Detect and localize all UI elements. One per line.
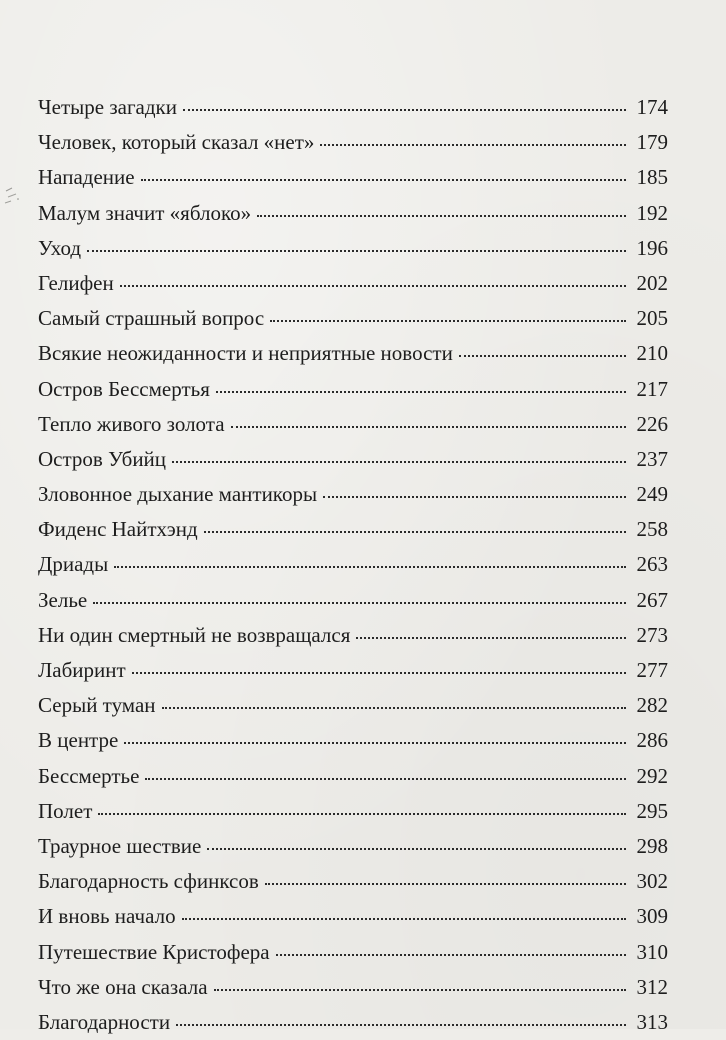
toc-entry	[38, 653, 668, 688]
dot-leader	[204, 529, 626, 533]
dot-leader	[162, 705, 626, 709]
toc-entry-page-number: 292	[636, 763, 668, 788]
toc-entry-page-number: 313	[636, 1009, 668, 1034]
toc-entry-title: Самый страшный вопрос	[38, 306, 265, 331]
toc-entry-title: Фиденс Найтхэнд	[38, 517, 198, 542]
toc-entry	[38, 90, 668, 125]
toc-entry	[38, 512, 668, 547]
toc-entry-page-number: 237	[636, 446, 668, 471]
toc-entry-page-number: 309	[636, 904, 668, 929]
toc-entry	[38, 547, 668, 582]
toc-entry-page-number: 267	[636, 587, 668, 612]
toc-entry-page-number: 277	[636, 658, 668, 682]
dot-leader	[323, 494, 626, 498]
toc-entry-page-number: 282	[636, 693, 668, 718]
dot-leader	[257, 213, 626, 217]
toc-entry-title: Остров Бессмертья	[38, 376, 210, 401]
dot-leader	[231, 424, 626, 428]
toc-entry-page-number: 310	[636, 939, 668, 964]
toc-entry	[38, 231, 668, 266]
toc-entry-title: Всякие неожиданности и неприятные новости	[38, 341, 453, 366]
table-of-contents	[38, 90, 668, 1040]
dot-leader	[216, 389, 626, 393]
toc-entry-title: Зелье	[38, 587, 88, 612]
toc-entry-title: В центре	[38, 728, 119, 753]
dot-leader	[132, 670, 626, 674]
toc-entry	[38, 759, 668, 794]
toc-entry-page-number: 302	[636, 869, 668, 894]
dot-leader	[114, 564, 626, 568]
toc-entry-title: Благодарность сфинксов	[38, 869, 259, 894]
toc-entry-page-number: 298	[636, 833, 668, 858]
toc-entry-title: Что же она сказала	[38, 974, 208, 999]
toc-entry	[38, 794, 668, 829]
toc-entry	[38, 583, 668, 618]
dot-leader	[356, 635, 626, 639]
toc-entry-title: Нападение	[38, 165, 135, 190]
dot-leader	[120, 283, 626, 287]
toc-entry-title: Малум значит «яблоко»	[38, 200, 252, 225]
dot-leader	[124, 740, 626, 744]
dot-leader	[182, 916, 626, 920]
dot-leader	[98, 811, 626, 815]
toc-entry-page-number: 273	[636, 622, 668, 647]
toc-entry-title: Полет	[38, 798, 93, 823]
toc-entry-title: Бессмертье	[38, 763, 140, 788]
toc-entry-page-number: 226	[636, 411, 668, 436]
toc-entry	[38, 336, 668, 371]
toc-entry-title: Ни один смертный не возвращался	[38, 622, 351, 647]
toc-entry-title: Траурное шествие	[38, 833, 202, 858]
paper-speck-marks	[4, 185, 28, 215]
toc-entry	[38, 196, 668, 231]
toc-entry	[38, 301, 668, 336]
toc-entry-page-number: 202	[636, 270, 668, 295]
toc-entry-page-number: 286	[636, 728, 668, 753]
toc-entry-title: Тепло живого золота	[38, 411, 225, 436]
toc-entry	[38, 372, 668, 407]
toc-entry	[38, 899, 668, 934]
toc-entry-page-number: 295	[636, 798, 668, 823]
dot-leader	[93, 600, 626, 604]
dot-leader	[183, 107, 626, 111]
toc-entry-title: Дриады	[38, 552, 109, 577]
toc-entry	[38, 688, 668, 723]
toc-entry-title: Путешествие Кристофера	[38, 939, 270, 964]
toc-entry-page-number: 174	[636, 95, 668, 119]
toc-entry-title: И вновь начало	[38, 904, 176, 929]
dot-leader	[320, 142, 626, 146]
toc-entry	[38, 829, 668, 864]
toc-entry	[38, 125, 668, 160]
toc-entry	[38, 970, 668, 1005]
toc-entry-title: Благодарности	[38, 1009, 171, 1034]
toc-entry-title: Человек, который сказал «нет»	[38, 130, 315, 155]
dot-leader	[459, 353, 626, 357]
toc-entry-page-number: 185	[636, 165, 668, 190]
toc-entry	[38, 407, 668, 442]
dot-leader	[176, 1022, 626, 1026]
dot-leader	[87, 248, 626, 252]
toc-entry-title: Уход	[38, 235, 82, 260]
toc-entry-page-number: 179	[636, 130, 668, 155]
toc-entry-title: Лабиринт	[38, 658, 126, 682]
toc-entry-title: Зловонное дыхание мантикоры	[38, 482, 318, 507]
toc-entry	[38, 442, 668, 477]
dot-leader	[145, 776, 626, 780]
toc-entry-page-number: 258	[636, 517, 668, 542]
dot-leader	[141, 177, 626, 181]
toc-entry	[38, 618, 668, 653]
dot-leader	[214, 987, 626, 991]
toc-entry-page-number: 205	[636, 306, 668, 331]
dot-leader	[207, 846, 626, 850]
toc-entry-page-number: 192	[636, 200, 668, 225]
toc-entry-title: Четыре загадки	[38, 95, 178, 119]
toc-entry	[38, 266, 668, 301]
toc-entry	[38, 864, 668, 899]
toc-entry-page-number: 217	[636, 376, 668, 401]
toc-entry-page-number: 196	[636, 235, 668, 260]
dot-leader	[276, 952, 626, 956]
toc-entry-page-number: 312	[636, 974, 668, 999]
toc-entry	[38, 935, 668, 970]
toc-entry-title: Гелифен	[38, 270, 114, 295]
toc-entry-title: Серый туман	[38, 693, 156, 718]
toc-entry	[38, 477, 668, 512]
dot-leader	[270, 318, 626, 322]
dot-leader	[172, 459, 626, 463]
toc-entry	[38, 723, 668, 758]
dot-leader	[265, 881, 626, 885]
toc-entry-page-number: 249	[636, 482, 668, 507]
toc-entry-page-number: 210	[636, 341, 668, 366]
toc-entry-title: Остров Убийц	[38, 446, 167, 471]
toc-entry	[38, 160, 668, 195]
toc-entry	[38, 1005, 668, 1040]
toc-entry-page-number: 263	[636, 552, 668, 577]
